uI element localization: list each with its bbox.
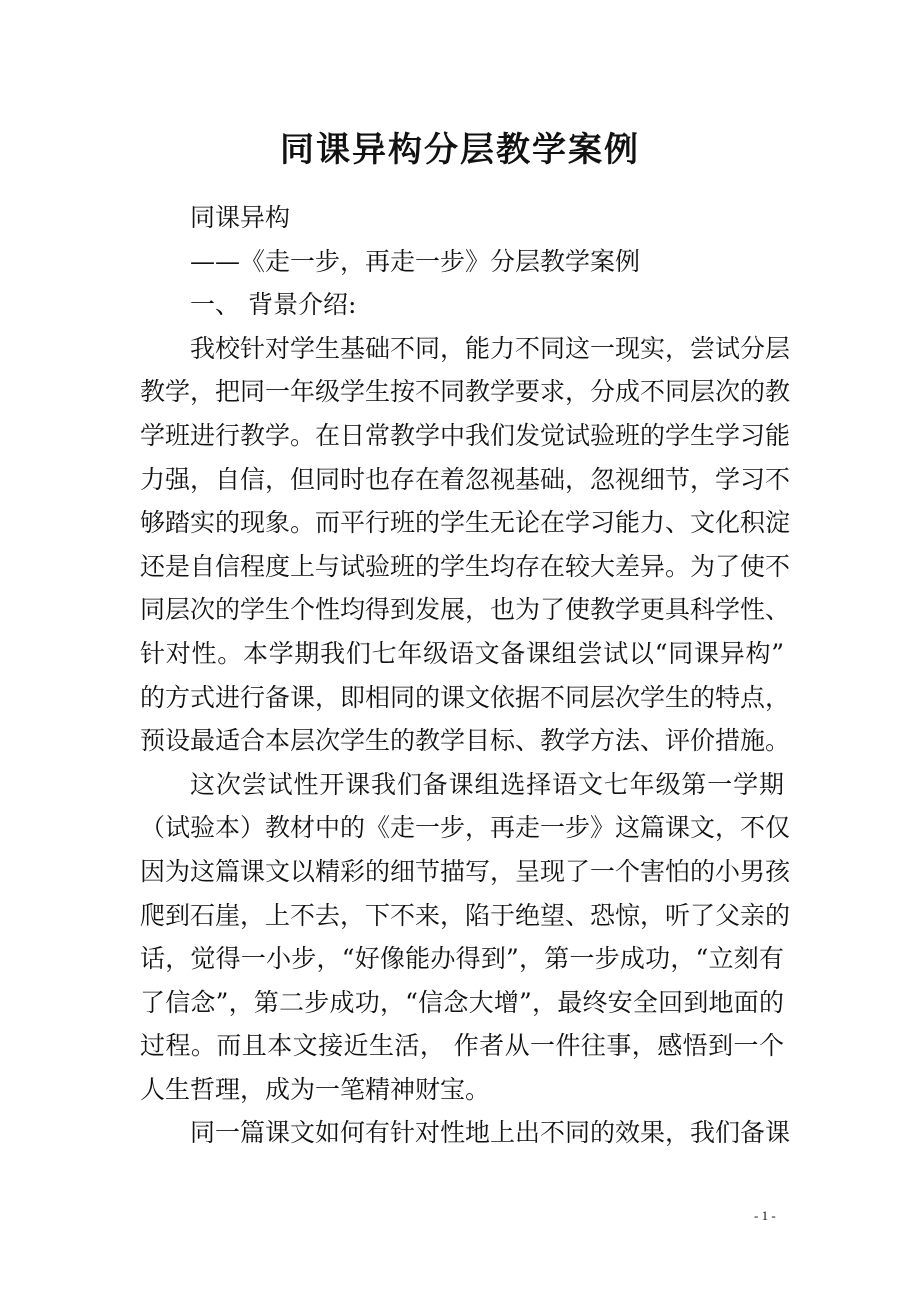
subtitle-line: ——《走一步，再走一步》分层教学案例	[190, 246, 641, 276]
paragraph-line: 了信念”，第二步成功，“信念大增”，最终安全回到地面的	[140, 987, 784, 1017]
paragraph-line: 力强，自信，但同时也存在着忽视基础，忽视细节，学习不	[140, 464, 791, 494]
page-number: - 1 -	[754, 1208, 776, 1223]
document-title: 同课异构分层教学案例	[280, 130, 640, 170]
section-heading: 一、 背景介绍:	[190, 290, 357, 320]
subtitle-line: 同课异构	[190, 203, 291, 232]
paragraph-line: 针对性。本学期我们七年级语文备课组尝试以“同课异构”	[140, 638, 784, 668]
paragraph-line: 我校针对学生基础不同，能力不同这一现实，尝试分层	[190, 333, 791, 363]
paragraph-line: 这次尝试性开课我们备课组选择语文七年级第一学期	[190, 769, 784, 799]
paragraph-line: 够踏实的现象。而平行班的学生无论在学习能力、文化积淀	[140, 508, 791, 538]
paragraph-line: 同层次的学生个性均得到发展，也为了使教学更具科学性、	[140, 595, 791, 625]
paragraph-line: 还是自信程度上与试验班的学生均存在较大差异。为了使不	[140, 551, 791, 581]
paragraph-line: 因为这篇课文以精彩的细节描写，呈现了一个害怕的小男孩	[140, 856, 791, 886]
document-body	[140, 196, 791, 1155]
paragraph-line: （试验本）教材中的《走一步，再走一步》这篇课文，不仅	[140, 813, 791, 843]
paragraph-line: 学班进行教学。在日常教学中我们发觉试验班的学生学习能	[140, 420, 791, 450]
paragraph-line: 爬到石崖，上不去，下不来，陷于绝望、恐惊，听了父亲的	[140, 900, 791, 930]
paragraph-line: 过程。而且本文接近生活， 作者从一件往事，感悟到一个	[140, 1031, 784, 1061]
paragraph-line: 的方式进行备课，即相同的课文依据不同层次学生的特点，	[140, 682, 791, 712]
paragraph-line: 话，觉得一小步，“好像能办得到”，第一步成功，“立刻有	[140, 944, 784, 974]
paragraph-line: 同一篇课文如何有针对性地上出不同的效果，我们备课	[190, 1118, 791, 1148]
paragraph-line: 预设最适合本层次学生的教学目标、教学方法、评价措施。	[140, 726, 791, 756]
paragraph-line: 人生哲理，成为一笔精神财宝。	[140, 1074, 491, 1104]
paragraph-line: 教学，把同一年级学生按不同教学要求，分成不同层次的教	[140, 377, 791, 407]
